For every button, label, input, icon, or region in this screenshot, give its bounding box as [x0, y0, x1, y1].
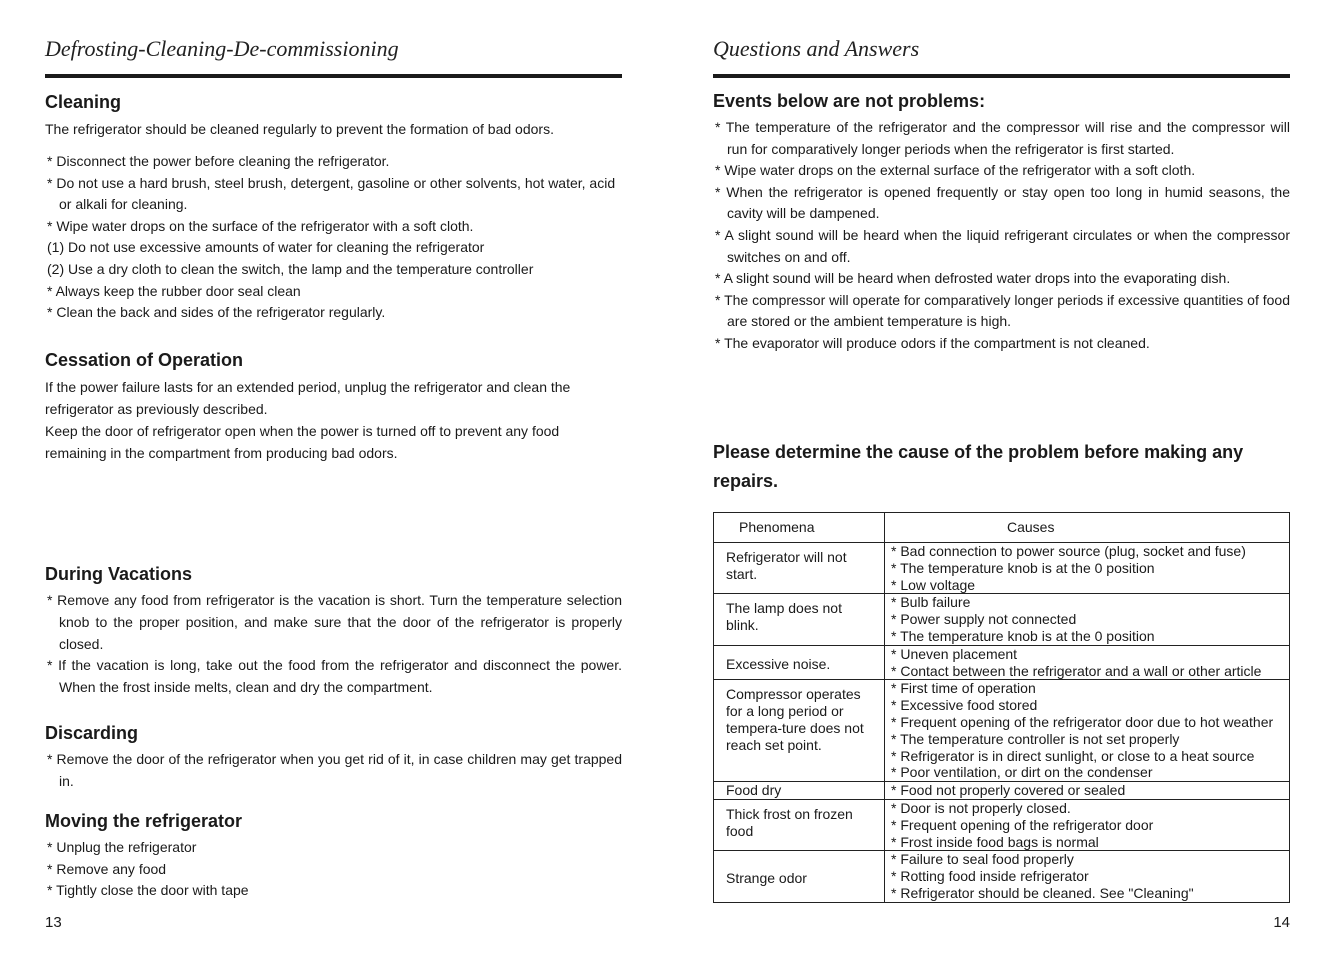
list-item: * Unplug the refrigerator	[47, 839, 197, 855]
list-item: * A slight sound will be heard when the liquid refrigerant circulates or when the compressor switches on and off.	[715, 226, 1290, 265]
cause-line: * Food not properly covered or sealed	[891, 782, 1126, 799]
list-item: * Tightly close the door with tape	[47, 882, 249, 899]
cause-line: * Rotting food inside refrigerator	[891, 868, 1089, 885]
cause-line: * Bad connection to power source (plug, socket and fuse)	[891, 543, 1246, 559]
cause-line: * Frost inside food bags is normal	[891, 833, 1099, 850]
list-item: (2) Use a dry cloth to clean the switch, the lamp and the temperature controller	[47, 260, 534, 277]
events-list	[713, 117, 1290, 355]
cause-line: * Uneven placement	[891, 645, 1018, 662]
causes-cell	[885, 799, 1290, 850]
discarding-section	[45, 723, 622, 792]
table-row	[714, 543, 1290, 594]
discarding-list	[45, 749, 622, 792]
causes-cell	[885, 543, 1290, 594]
cause-line: * Poor ventilation, or dirt on the condenser	[891, 764, 1153, 781]
left-page	[45, 0, 622, 954]
moving-section	[45, 811, 622, 902]
list-item: * A slight sound will be heard when defrosted water drops into the evaporating dish.	[715, 270, 1231, 287]
list-item: * Wipe water drops on the external surface of the refrigerator with a soft cloth.	[715, 162, 1196, 179]
causes-cell	[885, 851, 1290, 902]
phenomenon-cell: Excessive noise.	[714, 645, 885, 680]
list-item: * The temperature of the refrigerator and the compressor will rise and the compressor will run for comparatively longer periods when the refrigerator is first started.	[715, 119, 1290, 157]
header-causes: Causes	[885, 513, 1290, 543]
cessation-section	[45, 350, 605, 464]
table-row	[714, 782, 1290, 800]
phenomenon-cell: Refrigerator will not start.	[714, 543, 885, 594]
cause-line: * Frequent opening of the refrigerator door	[891, 816, 1154, 833]
page-number-left: 13	[45, 914, 62, 931]
events-title: Events below are not problems:	[713, 91, 986, 111]
moving-title: Moving the refrigerator	[45, 811, 243, 831]
table-header-row	[714, 513, 1290, 543]
list-item: * Disconnect the power before cleaning the refrigerator.	[47, 153, 390, 169]
vacations-section	[45, 564, 622, 699]
table-row	[714, 799, 1290, 850]
cleaning-list-2	[45, 281, 622, 324]
causes-cell	[885, 594, 1290, 645]
phenomenon-cell: The lamp does not blink.	[714, 594, 885, 645]
header-phenomena: Phenomena	[714, 513, 885, 543]
right-page	[713, 0, 1290, 954]
phenomenon-cell: Strange odor	[714, 851, 885, 902]
determine-heading: Please determine the cause of the problem before making any repairs.	[713, 442, 1244, 491]
cause-line: * Frequent opening of the refrigerator door due to hot weather	[891, 713, 1274, 730]
cause-line: * Door is not properly closed.	[891, 799, 1071, 816]
causes-cell	[885, 680, 1290, 782]
vacations-list	[45, 590, 622, 699]
cleaning-title: Cleaning	[45, 92, 122, 112]
table-body	[714, 543, 1290, 903]
list-item: * Do not use a hard brush, steel brush, detergent, gasoline or other solvents, hot water, acid or alkali for cleaning.	[47, 174, 616, 213]
table-row	[714, 851, 1290, 902]
cause-line: * Excessive food stored	[891, 697, 1038, 714]
cleaning-numbered-list	[45, 237, 622, 280]
cause-line: * The temperature knob is at the 0 position	[891, 627, 1155, 644]
list-item: * Remove the door of the refrigerator when you get rid of it, in case children may get trapped in.	[47, 751, 622, 789]
list-item: * The compressor will operate for comparatively longer periods if excessive quantities of food are stored or the ambient temperature is high.	[715, 291, 1290, 330]
list-item: * Remove any food	[47, 860, 167, 877]
cause-line: * Bulb failure	[891, 594, 971, 611]
cessation-p2: Keep the door of refrigerator open when the power is turned off to prevent any food remaining in the compartment from producing bad odors.	[45, 423, 560, 461]
list-item: (1) Do not use excessive amounts of water for cleaning the refrigerator	[47, 239, 485, 256]
list-item: * Clean the back and sides of the refrigerator regularly.	[47, 304, 386, 321]
left-header-rule	[45, 74, 622, 78]
cause-line: * Refrigerator is in direct sunlight, or close to a heat source	[891, 747, 1255, 764]
moving-list	[45, 837, 622, 902]
list-item: * Remove any food from refrigerator is the vacation is short. Turn the temperature selection knob to the proper position, and make sure that the door of the refrigerator is properly closed.	[47, 592, 622, 652]
cause-line: * Low voltage	[891, 576, 976, 593]
list-item: * Wipe water drops on the surface of the refrigerator with a soft cloth.	[47, 217, 474, 234]
cleaning-list	[45, 151, 622, 237]
cause-line: * Failure to seal food properly	[891, 851, 1074, 868]
phenomenon-cell: Food dry	[714, 782, 885, 800]
page-number-right: 14	[1273, 914, 1290, 931]
cleaning-section	[45, 92, 622, 324]
list-item: * When the refrigerator is opened frequently or stay open too long in humid seasons, the cavity will be dampened.	[715, 183, 1290, 222]
cause-line: * Power supply not connected	[891, 611, 1077, 628]
right-header-rule	[713, 74, 1290, 78]
list-item: * If the vacation is long, take out the food from the refrigerator and disconnect the power. When the frost inside melts, clean and dry the compartment.	[47, 657, 622, 696]
table-row	[714, 680, 1290, 782]
cause-line: * The temperature controller is not set properly	[891, 730, 1180, 747]
troubleshooting-table	[713, 512, 1290, 903]
causes-cell	[885, 645, 1290, 680]
phenomenon-cell: Compressor operates for a long period or tempera-ture does not reach set point.	[714, 680, 885, 782]
cleaning-intro: The refrigerator should be cleaned regularly to prevent the formation of bad odors.	[45, 121, 554, 137]
cause-line: * Refrigerator should be cleaned. See "Cleaning"	[891, 884, 1194, 901]
discarding-title: Discarding	[45, 723, 139, 743]
cause-line: * Contact between the refrigerator and a wall or other article	[891, 662, 1262, 679]
right-running-head: Questions and Answers	[713, 36, 920, 61]
table-row	[714, 594, 1290, 645]
table-row	[714, 645, 1290, 680]
events-section	[713, 91, 1290, 355]
vacations-title: During Vacations	[45, 564, 193, 584]
list-item: * Always keep the rubber door seal clean	[47, 282, 301, 299]
phenomenon-cell: Thick frost on frozen food	[714, 799, 885, 850]
cessation-title: Cessation of Operation	[45, 350, 244, 370]
cause-line: * The temperature knob is at the 0 position	[891, 559, 1155, 576]
cause-line: * First time of operation	[891, 680, 1036, 697]
cessation-p1: If the power failure lasts for an extended period, unplug the refrigerator and clean the refrigerator as previously described.	[45, 379, 571, 417]
left-running-head: Defrosting-Cleaning-De-commissioning	[45, 36, 399, 61]
list-item: * The evaporator will produce odors if the compartment is not cleaned.	[715, 334, 1150, 351]
causes-cell	[885, 782, 1290, 800]
